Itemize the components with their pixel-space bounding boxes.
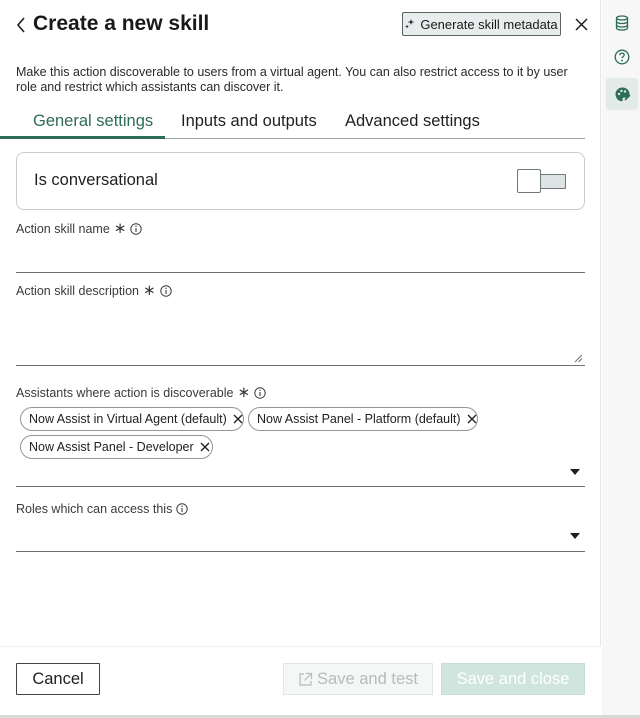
help-button[interactable] [606, 41, 638, 73]
conversational-toggle[interactable] [517, 169, 566, 193]
remove-chip-icon[interactable] [467, 414, 477, 424]
save-and-close-button[interactable]: Save and close [441, 663, 585, 695]
palette-button[interactable] [606, 78, 638, 110]
palette-icon [614, 86, 631, 103]
page-title: Create a new skill [33, 12, 210, 35]
sparkle-icon [405, 19, 415, 29]
caret-down-icon[interactable] [570, 469, 580, 475]
info-icon[interactable] [130, 223, 142, 235]
close-button[interactable] [571, 14, 591, 34]
external-link-icon [298, 672, 313, 687]
save-and-test-label: Save and test [317, 669, 418, 688]
info-icon[interactable] [254, 387, 266, 399]
skill-description-textarea[interactable] [16, 306, 585, 366]
skill-name-label-row [16, 222, 142, 236]
database-button[interactable] [606, 7, 638, 39]
database-icon [615, 15, 629, 31]
cancel-button[interactable]: Cancel [16, 663, 100, 695]
required-asterisk-icon: ∗ [113, 220, 127, 237]
assistants-select[interactable] [16, 462, 585, 487]
chip-label: Now Assist Panel - Developer [29, 440, 194, 454]
assistant-chip [20, 407, 244, 431]
assistant-chip [20, 435, 213, 459]
tab-advanced-settings[interactable]: Advanced settings [345, 112, 480, 130]
info-icon[interactable] [176, 503, 188, 515]
generate-metadata-label: Generate skill metadata [420, 16, 558, 32]
assistants-label: Assistants where action is discoverable [16, 386, 234, 400]
roles-label: Roles which can access this [16, 502, 173, 516]
tab-general-settings[interactable]: General settings [33, 112, 154, 130]
conversational-card [16, 152, 585, 210]
remove-chip-icon[interactable] [200, 442, 210, 452]
toggle-knob [517, 169, 541, 193]
back-button[interactable] [12, 14, 30, 36]
assistants-label-row [16, 386, 266, 400]
active-tab-indicator [0, 136, 165, 139]
chip-label: Now Assist in Virtual Agent (default) [29, 412, 227, 426]
help-icon [614, 49, 630, 65]
page-description: Make this action discoverable to users from a virtual agent. You can also restrict access to it by user role and restrict which assistants can discover it. [16, 65, 568, 94]
skill-description-label-row [16, 284, 172, 298]
remove-chip-icon[interactable] [233, 414, 243, 424]
chevron-left-icon [16, 17, 26, 33]
roles-label-row [16, 502, 188, 516]
generate-metadata-button[interactable] [402, 12, 561, 36]
settings-tabs [16, 108, 585, 139]
info-icon[interactable] [160, 285, 172, 297]
required-asterisk-icon: ∗ [237, 384, 251, 401]
resize-grip-icon[interactable] [574, 354, 583, 363]
tab-inputs-outputs[interactable]: Inputs and outputs [181, 112, 317, 130]
required-asterisk-icon: ∗ [142, 282, 156, 299]
save-and-test-button[interactable] [283, 663, 433, 695]
skill-name-label: Action skill name [16, 222, 110, 236]
assistant-chip [248, 407, 478, 431]
chip-label: Now Assist Panel - Platform (default) [257, 412, 461, 426]
roles-select[interactable] [16, 522, 585, 552]
skill-name-input[interactable] [16, 244, 585, 273]
skill-description-label: Action skill description [16, 284, 139, 298]
right-sidebar-rail [602, 0, 640, 718]
close-icon [575, 18, 588, 31]
caret-down-icon[interactable] [570, 533, 580, 539]
conversational-label: Is conversational [34, 171, 158, 189]
